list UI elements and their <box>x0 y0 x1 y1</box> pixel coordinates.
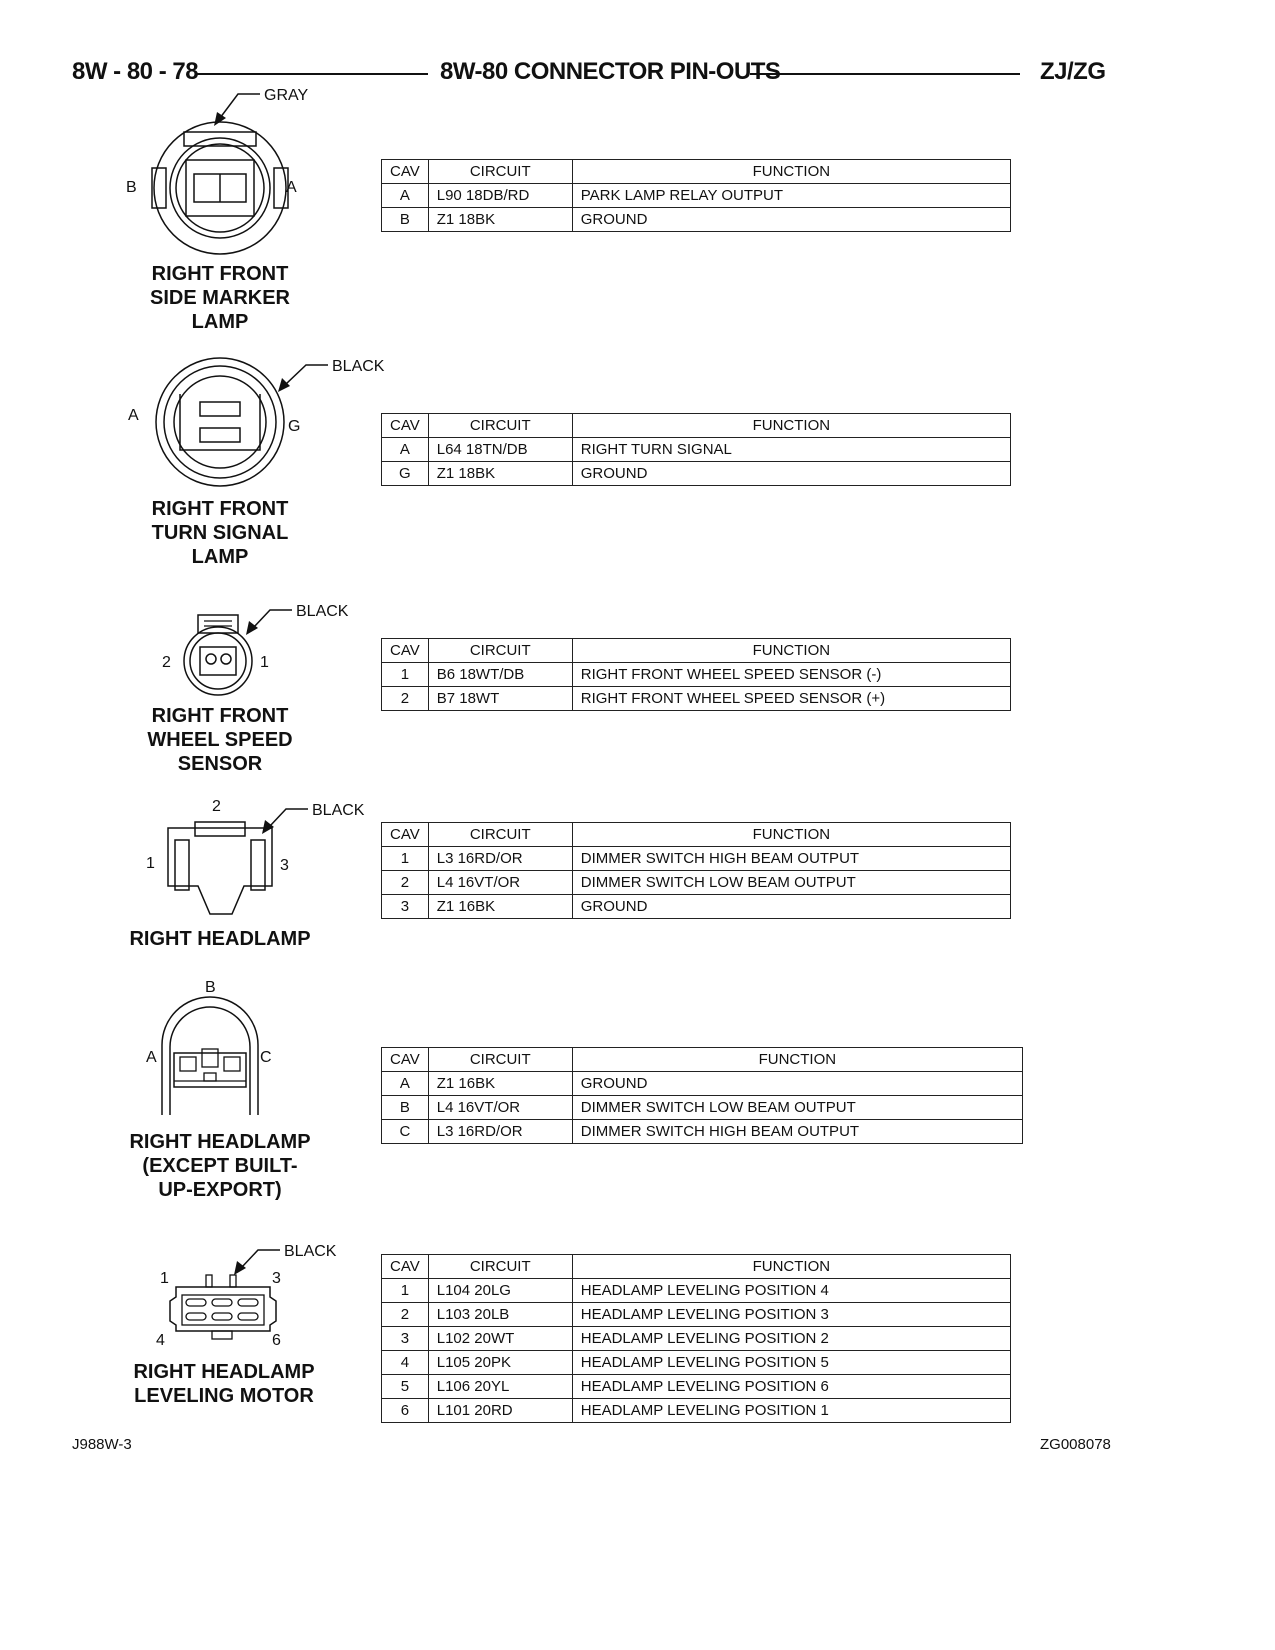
header-rule-left <box>195 73 428 75</box>
footer-left-code: J988W-3 <box>72 1436 132 1453</box>
cell-cav: 1 <box>382 847 429 871</box>
connector-color-label: BLACK <box>312 802 365 819</box>
col-circuit: CIRCUIT <box>428 1255 572 1279</box>
cell-function: HEADLAMP LEVELING POSITION 5 <box>572 1351 1010 1375</box>
connector-title-headlamp: RIGHT HEADLAMP <box>129 928 311 950</box>
cell-circuit: L104 20LG <box>428 1279 572 1303</box>
turn-signal-connector-diagram <box>120 350 390 495</box>
pinout-table-leveling-motor <box>381 1254 1011 1423</box>
cell-cav: B <box>382 1096 429 1120</box>
pin-label-4: 4 <box>156 1332 165 1349</box>
col-circuit: CIRCUIT <box>428 414 572 438</box>
col-function: FUNCTION <box>572 414 1010 438</box>
connector-color-label: BLACK <box>296 603 349 620</box>
cell-function: PARK LAMP RELAY OUTPUT <box>572 184 1010 208</box>
leveling-motor-connector-diagram <box>140 1235 360 1355</box>
col-function: FUNCTION <box>572 1255 1010 1279</box>
pinout-table-wheel-speed <box>381 638 1011 711</box>
header-rule-right <box>750 73 1020 75</box>
cell-function: HEADLAMP LEVELING POSITION 1 <box>572 1399 1010 1423</box>
cell-function: DIMMER SWITCH LOW BEAM OUTPUT <box>572 1096 1022 1120</box>
cell-circuit: L106 20YL <box>428 1375 572 1399</box>
connector-title-side-marker: RIGHT FRONT SIDE MARKER LAMP <box>149 263 290 333</box>
pin-label-2: 2 <box>212 798 221 815</box>
cell-circuit: B7 18WT <box>428 687 572 711</box>
col-cav: CAV <box>382 823 429 847</box>
cell-cav: A <box>382 1072 429 1096</box>
pinout-table-side-marker <box>381 159 1011 232</box>
col-cav: CAV <box>382 1048 429 1072</box>
cell-cav: 2 <box>382 687 429 711</box>
cell-function: RIGHT TURN SIGNAL <box>572 438 1010 462</box>
table-row <box>382 871 1011 895</box>
cell-cav: 3 <box>382 1327 429 1351</box>
col-circuit: CIRCUIT <box>428 823 572 847</box>
table-row <box>382 1351 1011 1375</box>
pin-label-1: 1 <box>146 855 155 872</box>
table-row <box>382 462 1011 486</box>
col-circuit: CIRCUIT <box>428 639 572 663</box>
cell-function: GROUND <box>572 895 1010 919</box>
table-row <box>382 1399 1011 1423</box>
cell-cav: 1 <box>382 663 429 687</box>
table-row <box>382 208 1011 232</box>
cell-circuit: L3 16RD/OR <box>428 1120 572 1144</box>
cell-circuit: L64 18TN/DB <box>428 438 572 462</box>
cell-circuit: L101 20RD <box>428 1399 572 1423</box>
pin-label-b: B <box>126 179 137 196</box>
cell-cav: 6 <box>382 1399 429 1423</box>
connector-color-label: BLACK <box>284 1243 337 1260</box>
cell-function: HEADLAMP LEVELING POSITION 2 <box>572 1327 1010 1351</box>
col-cav: CAV <box>382 639 429 663</box>
cell-cav: 2 <box>382 871 429 895</box>
cell-circuit: L103 20LB <box>428 1303 572 1327</box>
cell-circuit: Z1 18BK <box>428 462 572 486</box>
connector-color-label: BLACK <box>332 358 385 375</box>
table-row <box>382 184 1011 208</box>
col-circuit: CIRCUIT <box>428 1048 572 1072</box>
wheel-speed-connector-diagram <box>150 595 360 700</box>
cell-function: DIMMER SWITCH LOW BEAM OUTPUT <box>572 871 1010 895</box>
cell-function: DIMMER SWITCH HIGH BEAM OUTPUT <box>572 1120 1022 1144</box>
cell-function: RIGHT FRONT WHEEL SPEED SENSOR (-) <box>572 663 1010 687</box>
table-row <box>382 1303 1011 1327</box>
footer-right-code: ZG008078 <box>1040 1436 1111 1453</box>
pin-label-3: 3 <box>280 857 289 874</box>
headlamp-connector-diagram <box>140 790 370 920</box>
pin-label-2: 2 <box>162 654 171 671</box>
table-row <box>382 687 1011 711</box>
cell-cav: G <box>382 462 429 486</box>
cell-circuit: Z1 18BK <box>428 208 572 232</box>
cell-function: HEADLAMP LEVELING POSITION 4 <box>572 1279 1010 1303</box>
col-function: FUNCTION <box>572 823 1010 847</box>
pin-label-g: G <box>288 418 301 435</box>
cell-cav: A <box>382 184 429 208</box>
table-row <box>382 1120 1023 1144</box>
cell-circuit: B6 18WT/DB <box>428 663 572 687</box>
connector-color-label: GRAY <box>264 87 309 104</box>
cell-circuit: Z1 16BK <box>428 1072 572 1096</box>
cell-cav: 2 <box>382 1303 429 1327</box>
pin-label-1: 1 <box>260 654 269 671</box>
table-row <box>382 1327 1011 1351</box>
col-cav: CAV <box>382 414 429 438</box>
cell-function: RIGHT FRONT WHEEL SPEED SENSOR (+) <box>572 687 1010 711</box>
table-row <box>382 847 1011 871</box>
headlamp-except-export-connector-diagram <box>140 975 300 1125</box>
pin-label-c: C <box>260 1049 272 1066</box>
pin-label-6: 6 <box>272 1332 281 1349</box>
col-function: FUNCTION <box>572 1048 1022 1072</box>
pinout-table-headlamp-except-export <box>381 1047 1023 1144</box>
cell-cav: 1 <box>382 1279 429 1303</box>
col-function: FUNCTION <box>572 160 1010 184</box>
pin-label-b: B <box>205 979 216 996</box>
table-row <box>382 1375 1011 1399</box>
col-cav: CAV <box>382 160 429 184</box>
page-title: 8W-80 CONNECTOR PIN-OUTS <box>440 58 781 85</box>
pin-label-3: 3 <box>272 1270 281 1287</box>
cell-circuit: L4 16VT/OR <box>428 871 572 895</box>
table-row <box>382 895 1011 919</box>
model-code: ZJ/ZG <box>1040 58 1106 85</box>
cell-cav: B <box>382 208 429 232</box>
pin-label-a: A <box>128 407 139 424</box>
cell-cav: 3 <box>382 895 429 919</box>
cell-circuit: L105 20PK <box>428 1351 572 1375</box>
table-row <box>382 1096 1023 1120</box>
cell-circuit: L90 18DB/RD <box>428 184 572 208</box>
cell-cav: A <box>382 438 429 462</box>
table-row <box>382 1072 1023 1096</box>
pinout-table-turn-signal <box>381 413 1011 486</box>
pin-label-1: 1 <box>160 1270 169 1287</box>
cell-circuit: L3 16RD/OR <box>428 847 572 871</box>
cell-cav: 5 <box>382 1375 429 1399</box>
connector-title-leveling-motor: RIGHT HEADLAMP LEVELING MOTOR <box>133 1361 315 1407</box>
cell-circuit: L4 16VT/OR <box>428 1096 572 1120</box>
table-row <box>382 1279 1011 1303</box>
pin-label-a: A <box>146 1049 157 1066</box>
cell-cav: 4 <box>382 1351 429 1375</box>
cell-circuit: Z1 16BK <box>428 895 572 919</box>
pin-label-a: A <box>286 179 297 196</box>
table-row <box>382 663 1011 687</box>
page-number: 8W - 80 - 78 <box>72 58 199 85</box>
side-marker-connector-diagram <box>120 80 320 260</box>
table-row <box>382 438 1011 462</box>
cell-cav: C <box>382 1120 429 1144</box>
connector-title-headlamp-except-export: RIGHT HEADLAMP (EXCEPT BUILT- UP-EXPORT) <box>129 1131 311 1201</box>
col-cav: CAV <box>382 1255 429 1279</box>
cell-function: GROUND <box>572 208 1010 232</box>
cell-function: HEADLAMP LEVELING POSITION 3 <box>572 1303 1010 1327</box>
col-circuit: CIRCUIT <box>428 160 572 184</box>
pinout-table-headlamp <box>381 822 1011 919</box>
cell-function: GROUND <box>572 462 1010 486</box>
cell-circuit: L102 20WT <box>428 1327 572 1351</box>
cell-function: HEADLAMP LEVELING POSITION 6 <box>572 1375 1010 1399</box>
connector-title-wheel-speed: RIGHT FRONT WHEEL SPEED SENSOR <box>147 705 293 775</box>
connector-title-turn-signal: RIGHT FRONT TURN SIGNAL LAMP <box>151 498 289 568</box>
col-function: FUNCTION <box>572 639 1010 663</box>
cell-function: GROUND <box>572 1072 1022 1096</box>
cell-function: DIMMER SWITCH HIGH BEAM OUTPUT <box>572 847 1010 871</box>
